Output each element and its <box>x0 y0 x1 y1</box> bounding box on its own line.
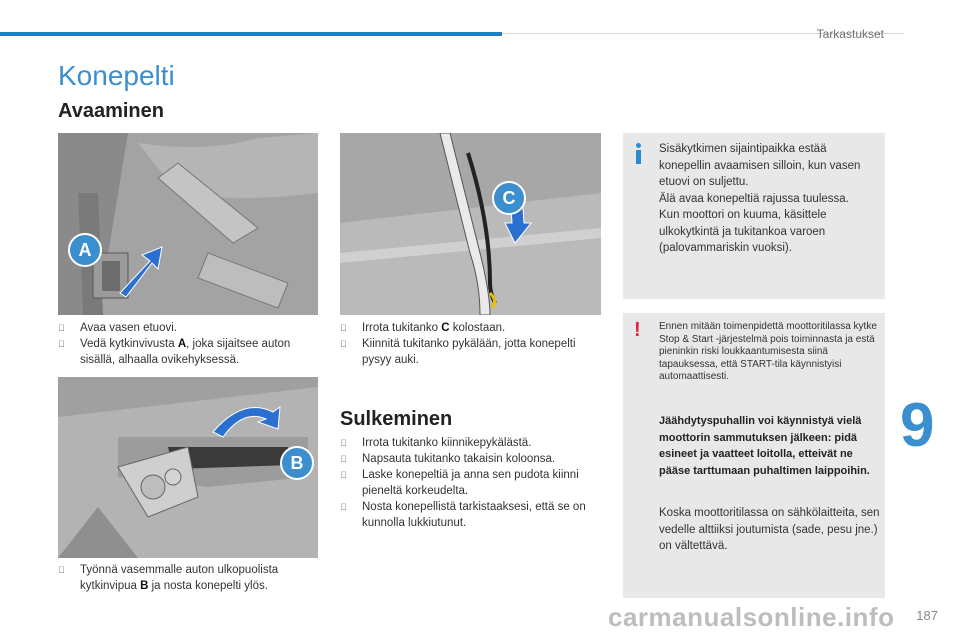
bullet-icon <box>58 336 65 352</box>
bullet-icon <box>340 467 347 483</box>
bullet-bold: A <box>177 338 187 350</box>
page-number: 187 <box>916 608 938 623</box>
closing-heading: Sulkeminen <box>340 408 453 430</box>
info-box <box>623 133 885 299</box>
chapter-number: 9 <box>900 391 935 460</box>
label-c-text: C <box>502 188 516 208</box>
warning-icon: ! <box>634 319 641 341</box>
bullet-text: Laske konepeltiä ja anna sen pudota kiinni pieneltä korkeudelta. <box>362 469 579 497</box>
bullet-text: Avaa vasen etuovi. <box>80 322 177 334</box>
warning-tail: Koska moottoritilassa on sähkölaitteita, sen vedelle alttiiksi joutumista (sade, pesu jne.) on vältettävä. <box>659 507 880 552</box>
warning-box <box>623 313 885 598</box>
bullet-text: Nosta konepellistä tarkistaaksesi, että se on kunnolla lukkiutunut. <box>362 501 586 529</box>
bullet-icon <box>340 435 347 451</box>
bullet-text: Irrota tukitanko kiinnikepykälästä. <box>362 437 532 449</box>
bullet-icon <box>340 336 347 352</box>
bullet-icon <box>58 562 65 578</box>
latch-lever-illustration-a <box>58 133 318 315</box>
list-item <box>340 467 602 499</box>
section-label: Tarkastukset <box>816 27 884 41</box>
list-item <box>340 435 602 451</box>
bullet-text: Kiinnitä tukitanko pykälään, jotta konepelti pysyy auki. <box>362 338 576 366</box>
opening-heading: Avaaminen <box>58 100 164 122</box>
list-item <box>340 320 604 336</box>
header-accent-bar <box>0 32 502 36</box>
label-c-icon <box>492 181 526 215</box>
warning-bold: Jäähdytyspuhallin voi käynnistyä vielä moottorin sammutuksen jälkeen: pidä esineet ja vaatteet loitolla, etteivät ne pääse tarttumaan puhaltimen laippoihin. <box>659 415 870 477</box>
bullet-bold: B <box>140 580 149 592</box>
info-text <box>659 141 881 257</box>
list-item <box>340 336 604 368</box>
list-item <box>58 562 308 594</box>
warning-intro: Ennen mitään toimenpidettä moottoritilassa kytke Stop & Start -järjestelmä pois toiminnasta ja estä pieninkin riski loukkaantumisesta siinä tapauksessa, että START-tila käynnistyisi automaattisesti. <box>659 321 877 382</box>
bullet-text: , joka sijaitsee auton sisällä, alhaalla ovikehyksessä. <box>80 338 291 366</box>
bullet-icon <box>340 320 347 336</box>
list-item <box>58 320 320 336</box>
bullet-text: kolostaan. <box>449 322 506 334</box>
bullet-icon <box>340 451 347 467</box>
bullet-text: Napsauta tukitanko takaisin koloonsa. <box>362 453 556 465</box>
list-item <box>340 451 602 467</box>
label-a-icon <box>68 233 102 267</box>
step3-bullets <box>340 320 604 368</box>
closing-bullets <box>340 435 602 531</box>
step1-bullets <box>58 320 320 368</box>
support-rod-illustration-c <box>340 133 601 315</box>
step2-bullets <box>58 562 308 594</box>
info-paragraph-3: Kun moottori on kuuma, käsittele ulkokytkintä ja tukitankoa varoen (palovammariskin vuoksi). <box>659 209 827 254</box>
label-a-text: A <box>78 240 92 260</box>
bullet-text: Vedä kytkinvivusta <box>80 338 178 350</box>
exterior-lever-illustration-b <box>58 377 318 558</box>
bullet-icon <box>340 499 347 515</box>
bullet-text: ja nosta konepelti ylös. <box>148 580 268 592</box>
page-title: Konepelti <box>58 60 175 91</box>
label-b-icon <box>280 446 314 480</box>
bullet-icon <box>58 320 65 336</box>
info-icon <box>635 143 641 164</box>
bullet-bold: C <box>441 322 450 334</box>
list-item <box>340 499 602 531</box>
label-b-text: B <box>290 453 304 473</box>
list-item <box>58 336 320 368</box>
info-paragraph-1: Sisäkytkimen sijaintipaikka estää konepellin avaamisen silloin, kun vasen etuovi on suljettu. <box>659 143 861 188</box>
watermark: carmanualsonline.info <box>608 602 895 632</box>
bullet-text: Työnnä vasemmalle auton ulkopuolista kytkinvipua <box>80 564 279 592</box>
bullet-text: Irrota tukitanko <box>362 322 442 334</box>
info-paragraph-2: Älä avaa konepeltiä rajussa tuulessa. <box>659 192 849 205</box>
